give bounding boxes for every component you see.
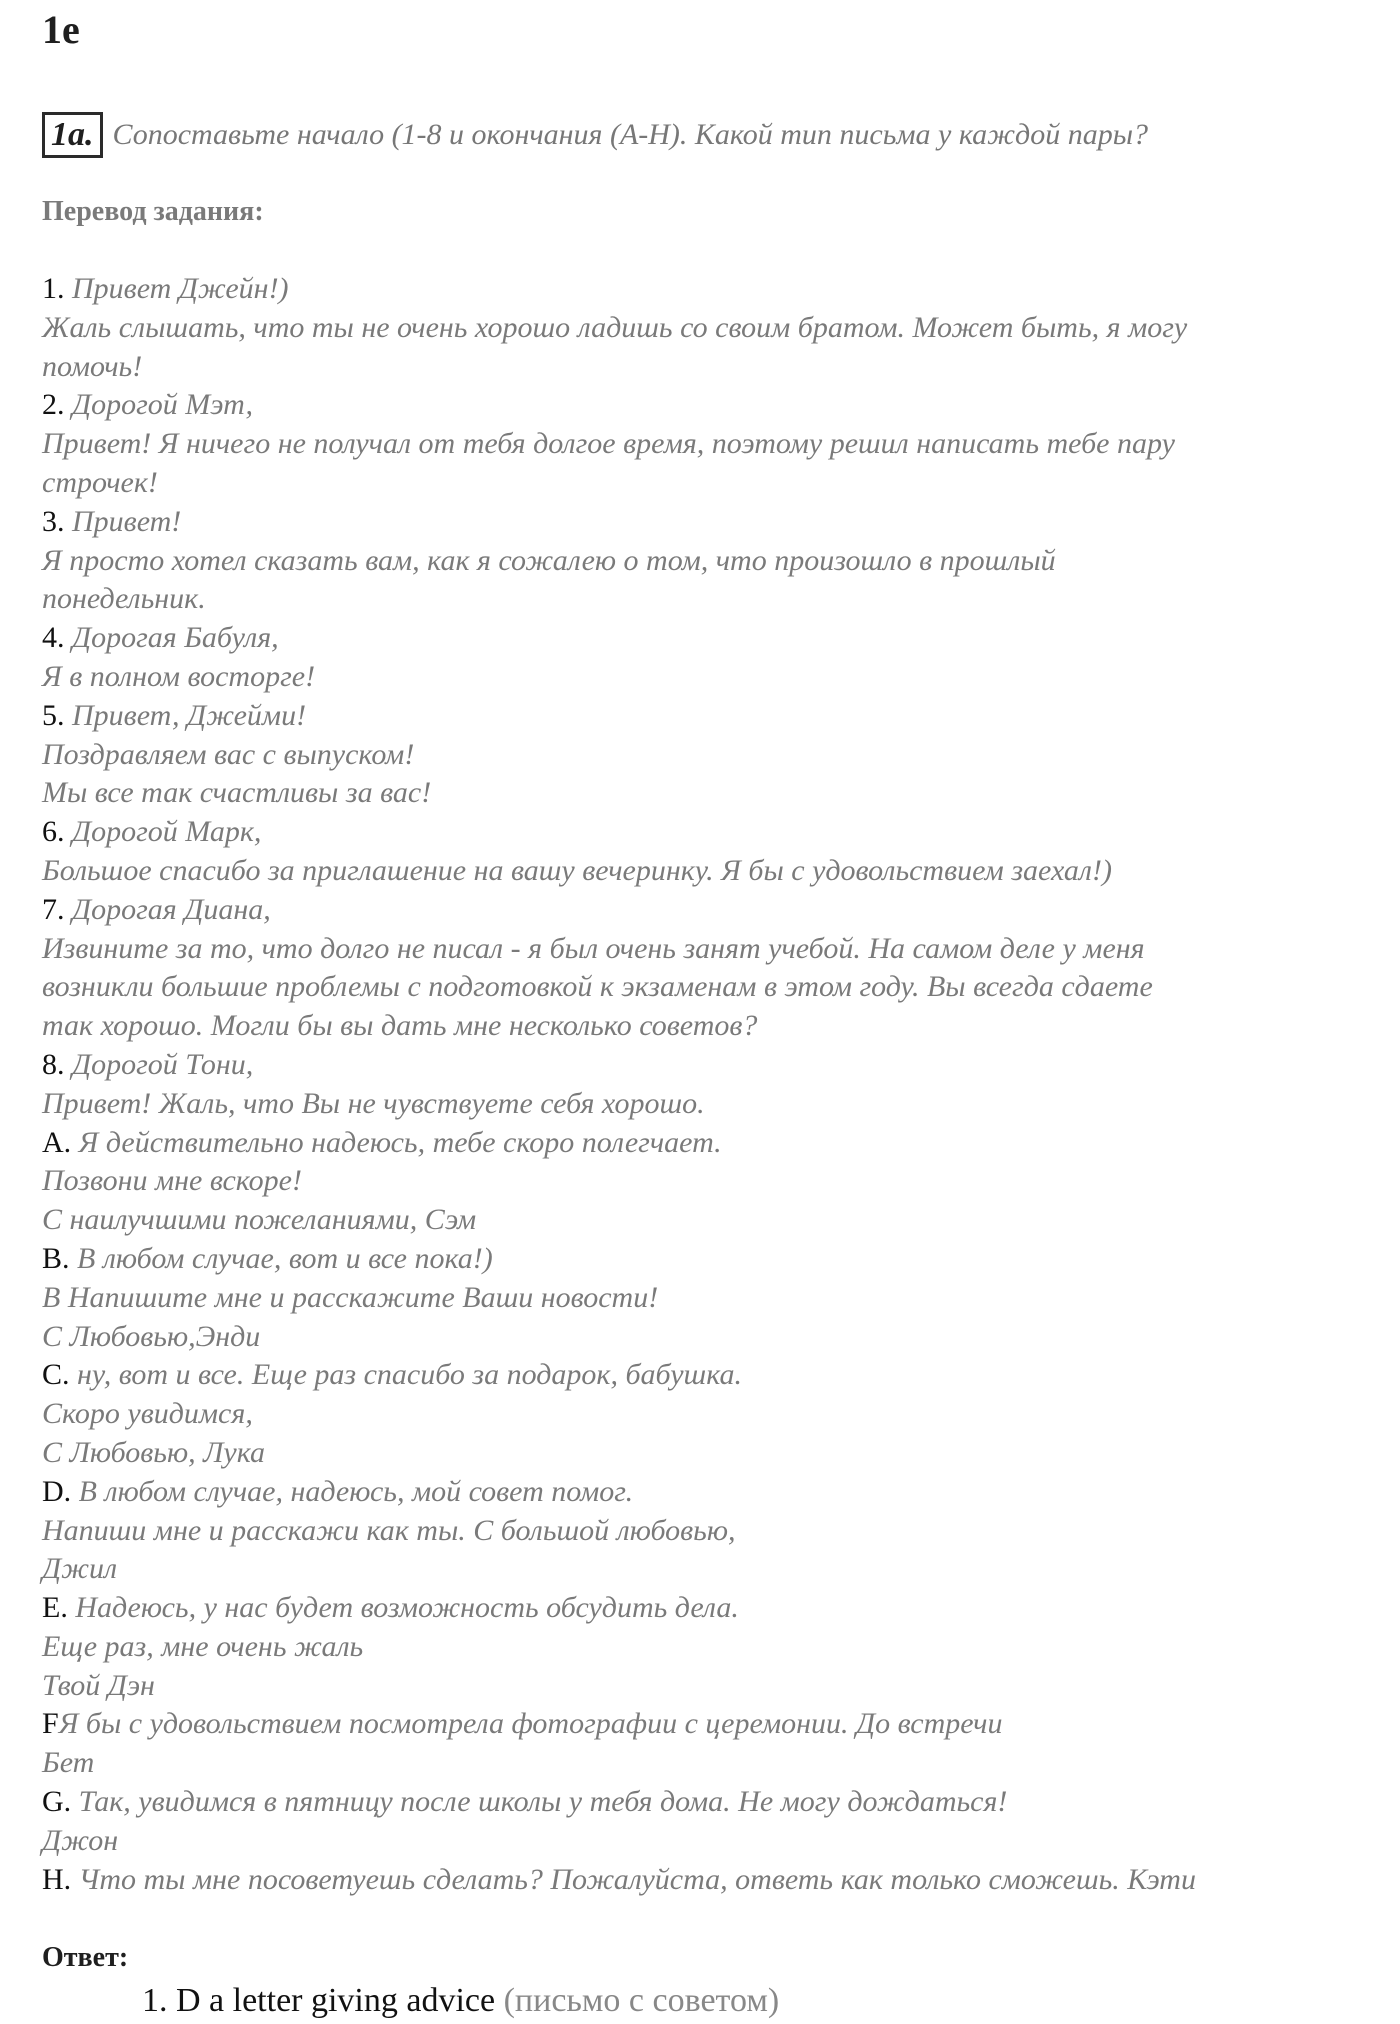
item-separator: . bbox=[63, 1125, 79, 1159]
item-text: Дорогой Мэт, bbox=[72, 388, 254, 422]
list-item-continuation bbox=[42, 464, 1362, 503]
item-text: понедельник. bbox=[42, 582, 206, 616]
item-text: Привет Джейн!) bbox=[72, 272, 289, 305]
item-separator: . bbox=[57, 504, 72, 538]
list-item-continuation bbox=[42, 1512, 1362, 1551]
list-item-continuation bbox=[42, 1085, 1362, 1124]
item-separator: . bbox=[63, 1785, 79, 1819]
item-text: Что ты мне посоветуешь сделать? Пожалуйста, ответь как только сможешь. Кэти bbox=[78, 1862, 1196, 1896]
list-item-start bbox=[42, 1356, 1362, 1395]
list-item-continuation bbox=[42, 852, 1362, 891]
item-text: Дорогая Бабуля, bbox=[72, 621, 279, 655]
item-marker: 3 bbox=[42, 504, 57, 538]
item-text: Так, увидимся в пятницу после школы у тебя дома. Не могу дождаться! bbox=[78, 1785, 1008, 1819]
list-item-continuation bbox=[42, 1822, 1362, 1861]
list-item-continuation bbox=[42, 1434, 1362, 1473]
item-separator: . bbox=[57, 892, 72, 926]
answer-item bbox=[142, 1982, 779, 2020]
item-text: Скоро увидимся, bbox=[42, 1397, 253, 1431]
item-marker: 8 bbox=[42, 1047, 57, 1081]
list-item-continuation bbox=[42, 1279, 1362, 1318]
item-text: Напиши мне и расскажи как ты. С большой любовью, bbox=[42, 1513, 736, 1547]
item-text: Бет bbox=[42, 1746, 95, 1780]
list-item-continuation bbox=[42, 930, 1362, 969]
list-item-continuation bbox=[42, 658, 1362, 697]
list-item-continuation bbox=[42, 774, 1362, 813]
item-separator: . bbox=[63, 1474, 79, 1508]
item-marker: 7 bbox=[42, 892, 57, 926]
list-item-start bbox=[42, 619, 1362, 658]
item-text: В Напишите мне и расскажите Ваши новости! bbox=[42, 1280, 659, 1314]
item-text: Я в полном восторге! bbox=[42, 659, 316, 693]
list-item-continuation bbox=[42, 1201, 1362, 1240]
list-item-continuation bbox=[42, 1744, 1362, 1783]
list-item-start bbox=[42, 1473, 1362, 1512]
section-title: 1e bbox=[42, 7, 80, 52]
item-separator: . bbox=[62, 1358, 78, 1392]
list-item-start bbox=[42, 1240, 1362, 1279]
item-text: ну, вот и все. Еще раз спасибо за подарок, бабушка. bbox=[77, 1358, 742, 1392]
list-item-start bbox=[42, 697, 1362, 736]
item-marker: 2 bbox=[42, 388, 57, 422]
list-item-start bbox=[42, 270, 1362, 309]
task-text: Сопоставьте начало (1-8 и окончания (A-H). Какой тип письма у каждой пары? bbox=[112, 118, 1149, 151]
item-marker: 1 bbox=[42, 272, 57, 305]
item-marker: 5 bbox=[42, 698, 57, 732]
list-item-start bbox=[42, 1589, 1362, 1628]
item-separator: . bbox=[57, 1047, 72, 1081]
item-text: возникли большие проблемы с подготовкой к экзаменам в этом году. Вы всегда сдаете bbox=[42, 970, 1153, 1004]
item-text: так хорошо. Могли бы вы дать мне несколько советов? bbox=[42, 1009, 758, 1043]
item-text: Извините за то, что долго не писал - я был очень занят учебой. На самом деле у меня bbox=[42, 931, 1145, 965]
item-marker: 6 bbox=[42, 815, 57, 849]
item-text: Я просто хотел сказать вам, как я сожалею о том, что произошло в прошлый bbox=[42, 543, 1056, 577]
list-item-continuation bbox=[42, 736, 1362, 775]
list-item-start bbox=[42, 1705, 1362, 1744]
list-item-continuation bbox=[42, 580, 1362, 619]
list-item-start bbox=[42, 1783, 1362, 1822]
list-item-continuation bbox=[42, 425, 1362, 464]
item-separator: . bbox=[57, 272, 72, 305]
item-text: Привет! Я ничего не получал от тебя долгое время, поэтому решил написать тебе пару bbox=[42, 427, 1175, 461]
item-text: Еще раз, мне очень жаль bbox=[42, 1629, 364, 1663]
item-text: С наилучшими пожеланиями, Сэм bbox=[42, 1203, 477, 1237]
task-number-badge: 1a. bbox=[42, 112, 103, 158]
list-item-continuation bbox=[42, 1667, 1362, 1706]
list-item-start bbox=[42, 1861, 1362, 1900]
item-text: Дорогой Марк, bbox=[72, 815, 262, 849]
item-text: С Любовью,Энди bbox=[42, 1319, 261, 1353]
item-text: Жаль слышать, что ты не очень хорошо ладишь со своим братом. Может быть, я могу bbox=[42, 310, 1188, 344]
list-item-start bbox=[42, 813, 1362, 852]
translation-heading: Перевод задания: bbox=[42, 196, 264, 227]
item-text: Надеюсь, у нас будет возможность обсудить дела. bbox=[75, 1591, 739, 1625]
list-item-start bbox=[42, 503, 1362, 542]
list-item-continuation bbox=[42, 542, 1362, 581]
translation-list bbox=[42, 270, 1362, 1899]
item-text: Джон bbox=[42, 1823, 119, 1857]
list-item-continuation bbox=[42, 968, 1362, 1007]
item-text: Большое спасибо за приглашение на вашу вечеринку. Я бы с удовольствием заехал!) bbox=[42, 853, 1112, 887]
item-text: С Любовью, Лука bbox=[42, 1435, 266, 1469]
item-text: Твой Дэн bbox=[42, 1668, 155, 1702]
item-separator: . bbox=[57, 815, 72, 849]
item-separator: . bbox=[57, 698, 72, 732]
item-marker: D bbox=[42, 1474, 64, 1508]
list-item-continuation bbox=[42, 309, 1362, 348]
item-marker: G bbox=[42, 1785, 64, 1819]
item-text: Дорогая Диана, bbox=[72, 892, 271, 926]
list-item-start bbox=[42, 1124, 1362, 1163]
list-item-start bbox=[42, 1046, 1362, 1085]
list-item-continuation bbox=[42, 1550, 1362, 1589]
item-text: Мы все так счастливы за вас! bbox=[42, 776, 432, 810]
item-marker: F bbox=[42, 1707, 59, 1741]
item-marker: C bbox=[42, 1358, 63, 1392]
item-text: Поздравляем вас с выпуском! bbox=[42, 737, 415, 771]
item-text: В любом случае, надеюсь, мой совет помог. bbox=[78, 1474, 634, 1508]
item-text: Джил bbox=[42, 1552, 118, 1586]
item-text: Позвони мне вскоре! bbox=[42, 1164, 302, 1198]
item-text: Привет, Джейми! bbox=[72, 698, 307, 732]
list-item-start bbox=[42, 891, 1362, 930]
item-separator: . bbox=[57, 388, 72, 422]
task-instruction bbox=[42, 112, 1148, 158]
list-item-continuation bbox=[42, 1628, 1362, 1667]
item-text: В любом случае, вот и все пока!) bbox=[77, 1241, 493, 1275]
item-marker: B bbox=[42, 1241, 63, 1275]
item-separator: . bbox=[63, 1862, 79, 1896]
item-text: Я действительно надеюсь, тебе скоро полегчает. bbox=[78, 1125, 722, 1159]
item-text: помочь! bbox=[42, 349, 143, 383]
list-item-continuation bbox=[42, 348, 1362, 387]
item-text: Я бы с удовольствием посмотрела фотографии с церемонии. До встречи bbox=[58, 1707, 1003, 1741]
item-marker: 4 bbox=[42, 621, 57, 655]
answer-english: 1. D a letter giving advice bbox=[142, 1982, 496, 2019]
list-item-continuation bbox=[42, 1318, 1362, 1357]
item-marker: H bbox=[42, 1862, 64, 1896]
list-item-continuation bbox=[42, 1007, 1362, 1046]
item-text: строчек! bbox=[42, 465, 158, 499]
list-item-continuation bbox=[42, 1162, 1362, 1201]
answer-heading: Ответ: bbox=[42, 1942, 129, 1973]
answer-russian: (письмо с советом) bbox=[503, 1982, 780, 2019]
item-separator: . bbox=[60, 1591, 76, 1625]
item-separator: . bbox=[62, 1241, 78, 1275]
item-text: Привет! Жаль, что Вы не чувствуете себя хорошо. bbox=[42, 1086, 705, 1120]
item-separator: . bbox=[57, 621, 72, 655]
item-text: Привет! bbox=[72, 504, 182, 538]
list-item-start bbox=[42, 386, 1362, 425]
item-text: Дорогой Тони, bbox=[72, 1047, 254, 1081]
list-item-continuation bbox=[42, 1395, 1362, 1434]
item-marker: E bbox=[42, 1591, 61, 1625]
item-marker: A bbox=[42, 1125, 64, 1159]
